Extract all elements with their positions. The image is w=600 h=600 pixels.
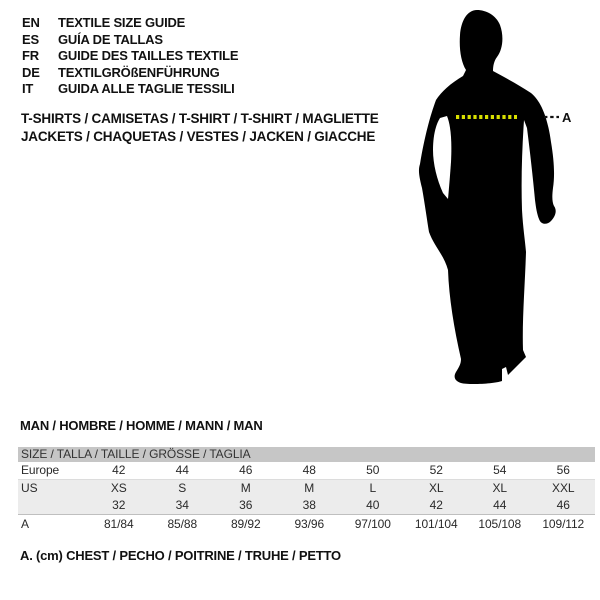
language-code: ES <box>22 31 39 47</box>
table-cell: 32 <box>112 498 126 512</box>
table-cell: M <box>304 481 315 495</box>
table-cell: 38 <box>302 498 316 512</box>
table-cell: L <box>369 481 377 495</box>
language-row <box>22 48 238 65</box>
language-title: TEXTILGRÖßENFÜHRUNG <box>58 64 220 80</box>
language-row <box>22 32 238 49</box>
table-cell: 56 <box>556 463 570 477</box>
table-cell: 46 <box>556 498 570 512</box>
language-list <box>22 15 238 98</box>
table-cell: XXL <box>552 481 575 495</box>
table-cell: 40 <box>366 498 380 512</box>
language-row <box>22 15 238 32</box>
row-label: Europe <box>21 463 60 477</box>
language-row <box>22 65 238 82</box>
measure-footnote: A. (cm) CHEST / PECHO / POITRINE / TRUHE / PETTO <box>20 548 341 563</box>
table-cell: 81/84 <box>103 517 134 531</box>
man-silhouette-figure <box>416 8 572 388</box>
language-code: DE <box>22 64 40 80</box>
table-row-europe <box>18 462 595 479</box>
table-cell: 101/104 <box>414 517 458 531</box>
language-title: GUÍA DE TALLAS <box>58 31 163 47</box>
language-title: GUIDA ALLE TAGLIE TESSILI <box>58 81 235 97</box>
table-cell: 46 <box>239 463 253 477</box>
table-cell: 89/92 <box>230 517 261 531</box>
language-code: FR <box>22 48 39 64</box>
category-line-jackets: JACKETS / CHAQUETAS / VESTES / JACKEN / GIACCHE <box>21 128 376 144</box>
language-code: EN <box>22 15 40 30</box>
language-row <box>22 81 238 98</box>
table-cell: XS <box>110 481 127 495</box>
table-cell: 42 <box>429 498 443 512</box>
table-cell: 34 <box>175 498 189 512</box>
table-cell: 42 <box>112 463 126 477</box>
row-label <box>18 497 87 514</box>
language-code: IT <box>22 81 34 97</box>
table-row-uk <box>18 497 595 514</box>
category-list <box>21 110 379 145</box>
table-cell: S <box>178 481 187 495</box>
category-line-tshirts: T-SHIRTS / CAMISETAS / T-SHIRT / T-SHIRT / MAGLIETTE <box>21 111 379 126</box>
table-cell: 54 <box>493 463 507 477</box>
table-cell: 48 <box>302 463 316 477</box>
table-cell: 44 <box>175 463 189 477</box>
table-cell: 36 <box>239 498 253 512</box>
table-cell: 52 <box>429 463 443 477</box>
table-row-us <box>18 479 595 497</box>
section-title-man: MAN / HOMBRE / HOMME / MANN / MAN <box>20 418 263 433</box>
table-cell: 97/100 <box>354 517 391 531</box>
table-cell: 85/88 <box>167 517 198 531</box>
table-cell: XL <box>492 481 507 495</box>
measure-label-a: A <box>562 110 572 125</box>
table-cell: XL <box>429 481 444 495</box>
language-title: GUIDE DES TAILLES TEXTILE <box>58 48 239 64</box>
table-cell: 93/96 <box>294 517 325 531</box>
size-table-header: SIZE / TALLA / TAILLE / GRÖSSE / TAGLIA <box>18 447 595 462</box>
table-cell: M <box>240 481 251 495</box>
size-table <box>18 447 595 533</box>
table-cell: 105/108 <box>478 517 522 531</box>
man-silhouette <box>419 10 556 384</box>
row-label: A <box>21 517 29 531</box>
table-row-chest-a <box>18 514 595 533</box>
row-label: US <box>21 481 38 495</box>
table-cell: 109/112 <box>542 517 585 531</box>
table-cell: 50 <box>366 463 380 477</box>
language-title: TEXTILE SIZE GUIDE <box>58 15 186 30</box>
table-cell: 44 <box>493 498 507 512</box>
